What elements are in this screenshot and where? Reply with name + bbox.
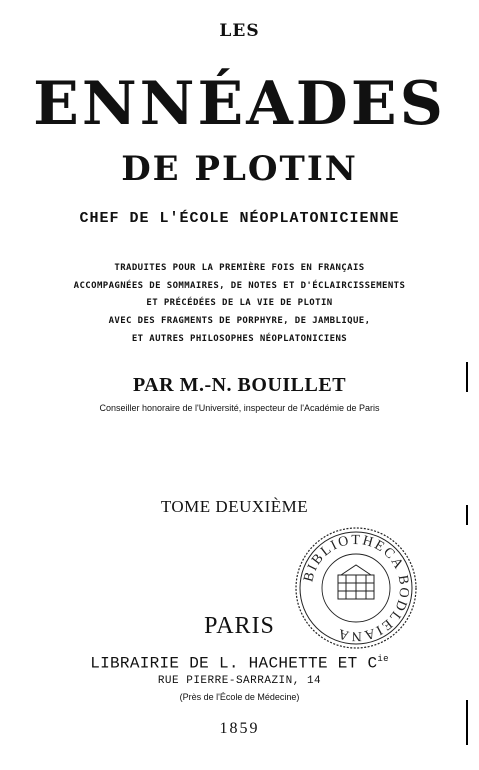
publisher-location-note: (Près de l'École de Médecine) [179,692,300,702]
page-edge-mark-3 [466,700,468,745]
description-line-3: ET PRÉCÉDÉES DE LA VIE DE PLOTIN [146,298,333,308]
title-enneades: ENNÉADES [33,69,446,139]
page-edge-mark-1 [466,362,468,392]
description-line-1: TRADUITES POUR LA PREMIÈRE FOIS EN FRANÇAIS [114,263,365,273]
publisher-name: LIBRAIRIE DE L. HACHETTE ET C [90,654,378,673]
publisher [0,654,479,672]
subtitle-chef: CHEF DE L'ÉCOLE NÉOPLATONICIENNE [79,210,400,227]
publisher-street: RUE PIERRE-SARRAZIN, 14 [157,675,322,687]
author-role: Conseiller honoraire de l'Université, inspecteur de l'Académie de Paris [99,403,380,413]
title-de-plotin: DE PLOTIN [121,149,358,189]
publication-city: PARIS [204,613,275,639]
volume-label: TOME DEUXIÈME [160,497,309,516]
page-edge-mark-2 [466,505,468,525]
stamp-text: BIBLIOTHECA BODLEIANA [301,532,412,644]
publisher-suffix: ie [377,654,389,664]
description-line-5: ET AUTRES PHILOSOPHES NÉOPLATONICIENS [131,334,348,344]
publication-year: 1859 [219,720,260,737]
description-line-4: AVEC DES FRAGMENTS DE PORPHYRE, DE JAMBLIQUE, [108,316,371,326]
author-name: PAR M.-N. BOUILLET [132,374,347,396]
title-les: LES [219,21,260,41]
stamp-emblem [338,565,374,599]
description-line-2: ACCOMPAGNÉES DE SOMMAIRES, DE NOTES ET D'ÉCLAIRCISSEMENTS [73,281,406,291]
